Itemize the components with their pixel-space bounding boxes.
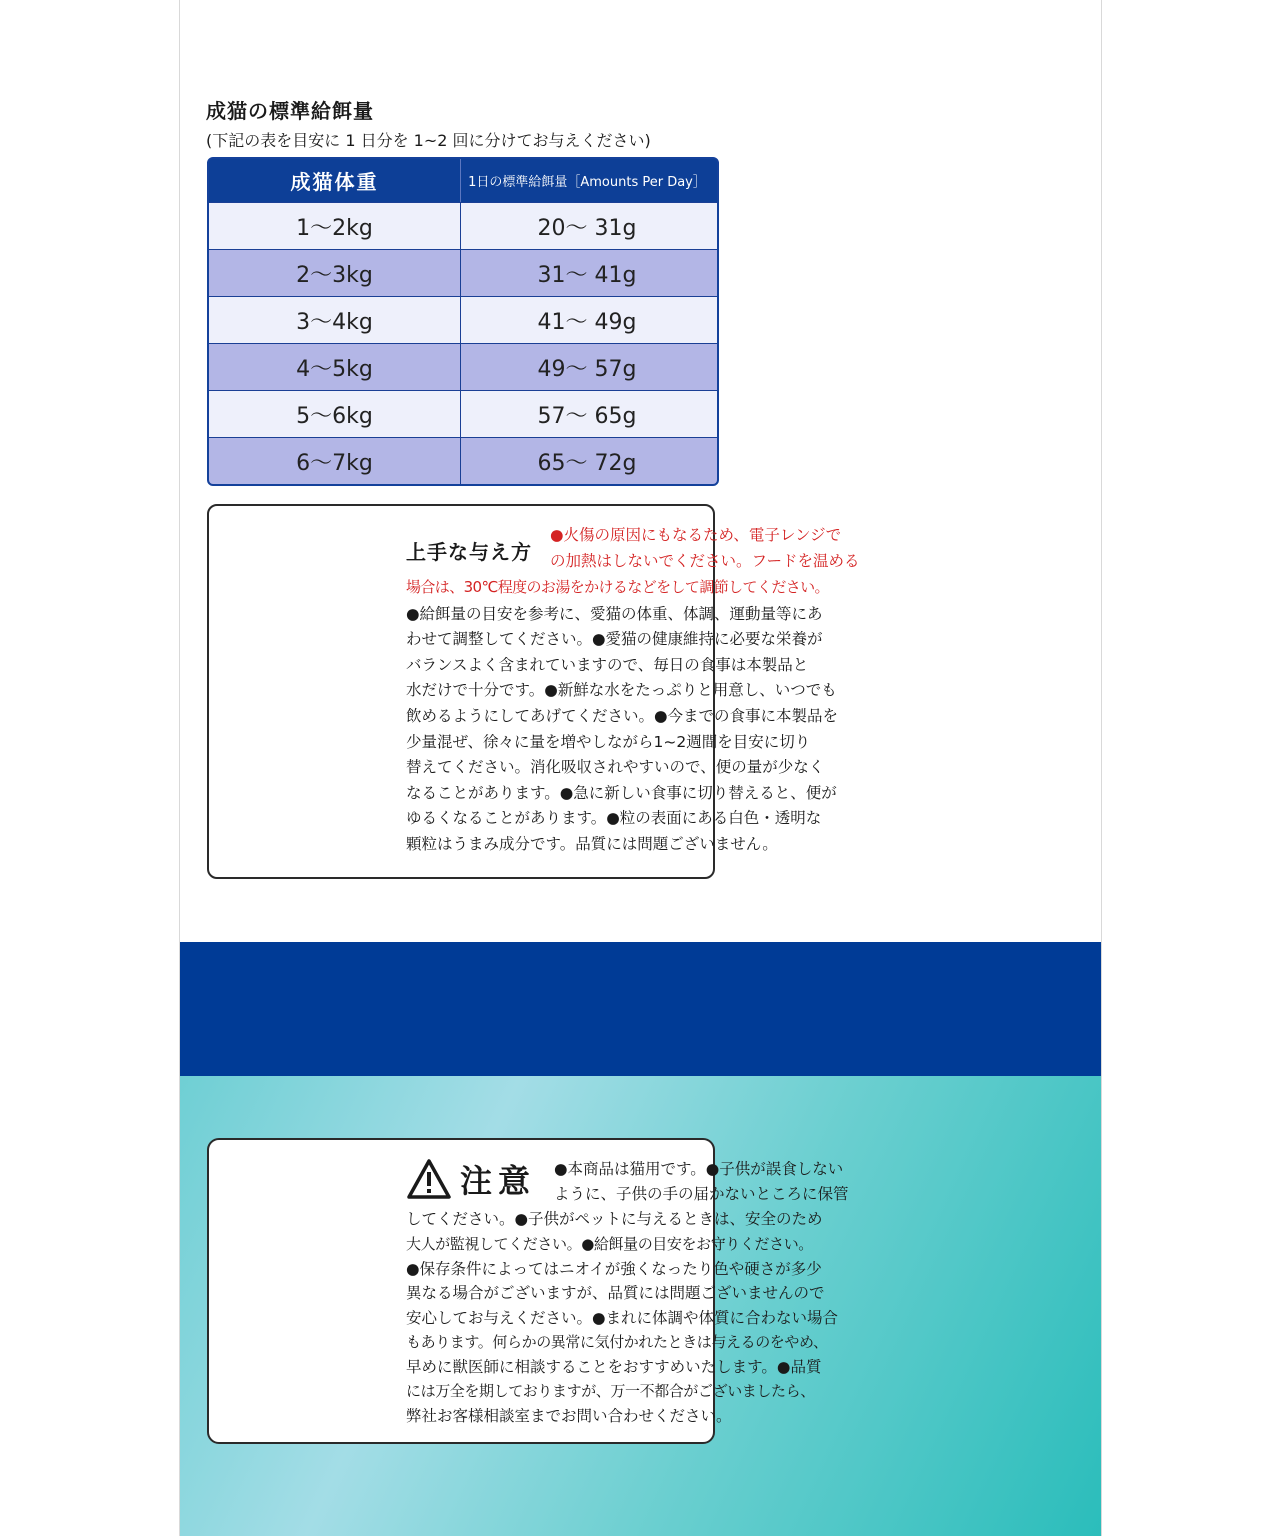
header-weight: 成猫体重: [209, 159, 461, 202]
cell-weight: 4～5kg: [209, 344, 461, 390]
cell-amount: 65～ 72g: [537, 450, 637, 476]
feeding-subtitle: (下記の表を目安に 1 日分を 1~2 回に分けてお与えください): [206, 131, 651, 150]
cell-amount: 57～ 65g: [537, 403, 637, 429]
tips-line: 顆粒はうまみ成分です。品質には問題ございません。: [406, 835, 778, 853]
cell-weight: 2～3kg: [209, 250, 461, 296]
caution-line: もあります。何らかの異常に気付かれたときは与えるのをやめ、: [406, 1333, 828, 1351]
tips-line: 水だけで十分です。●新鮮な水をたっぷりと用意し、いつでも: [406, 681, 837, 699]
cell-amount: 41～ 49g: [537, 309, 637, 335]
tips-line: の加熱はしないでください。フードを温める: [550, 552, 860, 570]
tips-line: 場合は、30℃程度のお湯をかけるなどをして調節してください。: [406, 578, 829, 596]
tips-line: ●火傷の原因にもなるため、電子レンジで: [550, 526, 842, 544]
table-row: [209, 390, 717, 437]
caution-line: してください。●子供がペットに与えるときは、安全のため: [406, 1210, 823, 1228]
tips-line: なることがあります。●急に新しい食事に切り替えると、便が: [406, 784, 837, 802]
tips-line: 替えてください。消化吸収されやすいので、便の量が少なく: [406, 758, 825, 776]
table-row: [209, 437, 717, 484]
tips-line: ●給餌量の目安を参考に、愛猫の体重、体調、運動量等にあ: [406, 605, 823, 623]
caution-line: ●本商品は猫用です。●子供が誤食しない: [554, 1160, 844, 1178]
cell-weight: 3～4kg: [209, 297, 461, 343]
table-row: [209, 249, 717, 296]
warning-triangle-icon: [406, 1158, 452, 1200]
caution-line: 異なる場合がございますが、品質には問題ございませんので: [406, 1284, 825, 1302]
tips-line: バランスよく含まれていますので、毎日の食事は本製品と: [406, 656, 809, 674]
feeding-title: 成猫の標準給餌量: [206, 99, 374, 123]
cell-amount: 49～ 57g: [537, 356, 637, 382]
feeding-table-header: [209, 159, 717, 202]
table-row: [209, 202, 717, 249]
navy-band: [180, 942, 1101, 1076]
caution-line: 弊社お客様相談室までお問い合わせください。: [406, 1407, 732, 1425]
table-row: [209, 296, 717, 343]
tips-line: わせて調整してください。●愛猫の健康維持に必要な栄養が: [406, 630, 823, 648]
caution-line: ように、子供の手の届かないところに保管: [554, 1185, 849, 1203]
tips-line: ゆるくなることがあります。●粒の表面にある白色・透明な: [406, 809, 822, 827]
feeding-table: [207, 157, 719, 486]
caution-line: には万全を期しておりますが、万一不都合がございましたら、: [406, 1382, 815, 1400]
cell-weight: 5～6kg: [209, 391, 461, 437]
caution-line: 早めに獣医師に相談することをおすすめいたします。●品質: [406, 1358, 822, 1376]
caution-label: 注意: [460, 1162, 537, 1200]
caution-line: ●保存条件によってはニオイが強くなったり色や硬さが多少: [406, 1260, 822, 1278]
cell-amount: 20～ 31g: [537, 215, 637, 241]
tips-heading: 上手な与え方: [406, 540, 532, 564]
caution-line: 大人が監視してください。●給餌量の目安をお守りください。: [406, 1235, 813, 1253]
tips-line: 少量混ぜ、徐々に量を増やしながら1~2週間を目安に切り: [406, 733, 811, 751]
cell-weight: 6～7kg: [209, 438, 461, 484]
cell-weight: 1～2kg: [209, 203, 461, 249]
table-row: [209, 343, 717, 390]
header-amount: 1日の標準給餌量［Amounts Per Day］: [468, 175, 706, 190]
tips-line: 飲めるようにしてあげてください。●今までの食事に本製品を: [406, 707, 839, 725]
caution-line: 安心してお与えください。●まれに体調や体質に合わない場合: [406, 1309, 839, 1327]
caution-heading: [406, 1156, 536, 1202]
cell-amount: 31～ 41g: [537, 262, 637, 288]
